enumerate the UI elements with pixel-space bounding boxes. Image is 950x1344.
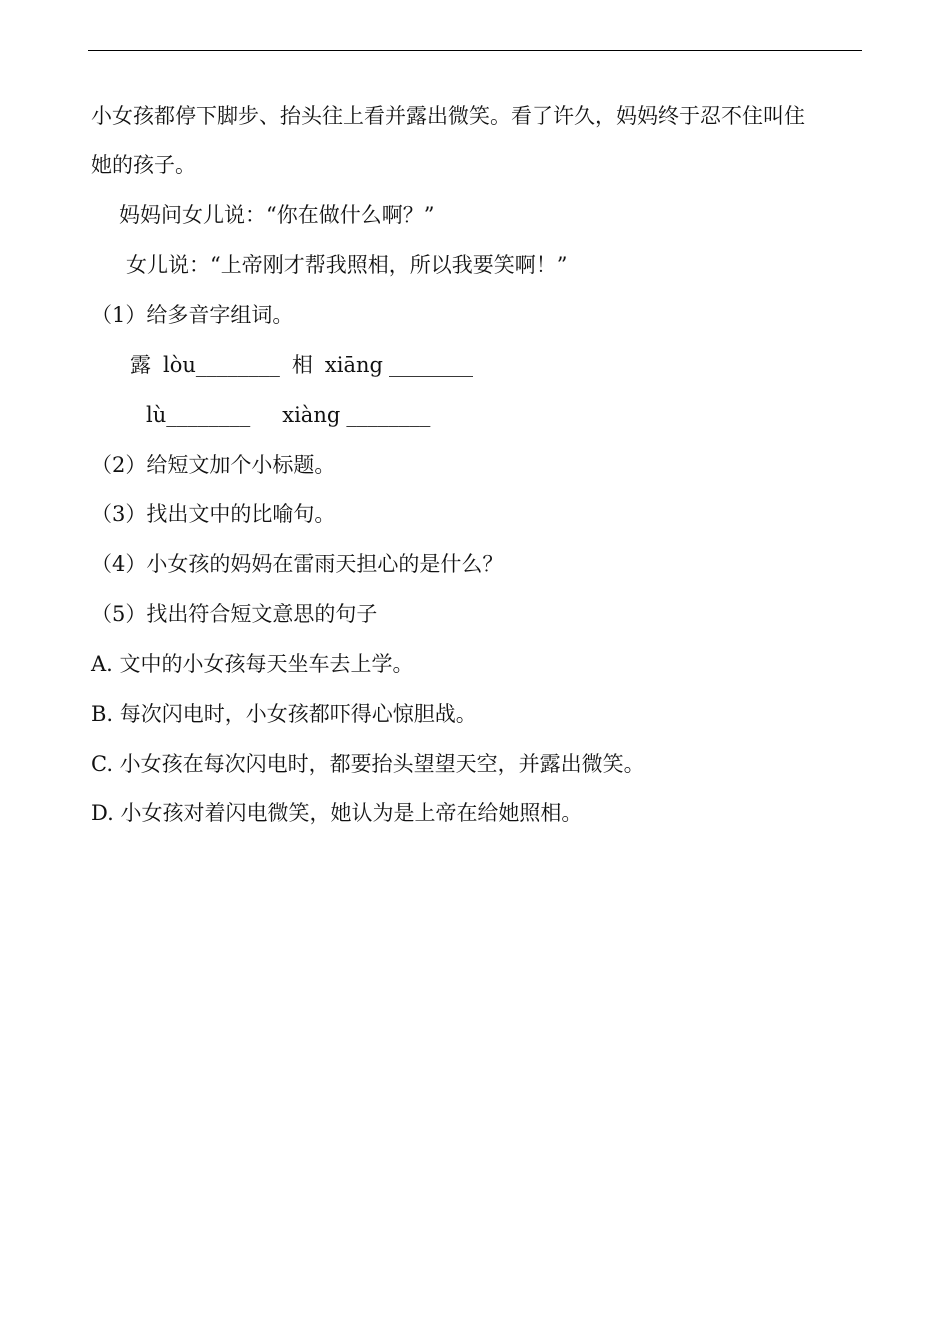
question-2: （2）给短文加个小标题。 (91, 453, 336, 477)
option-b[interactable]: B. 每次闪电时，小女孩都吓得心惊胆战。 (91, 702, 477, 726)
polyphone-char-lu: 露 (130, 353, 151, 377)
pinyin-xiang1: xiāng (324, 353, 383, 377)
pinyin-lu: lù (146, 403, 167, 427)
answer-blank-xiang4[interactable]: ________ (346, 403, 431, 427)
answer-blank-lu[interactable]: ________ (166, 403, 251, 427)
polyphone-row-1 (130, 351, 473, 379)
question-3: （3）找出文中的比喻句。 (91, 502, 336, 526)
passage-line-1: 小女孩都停下脚步、抬头往上看并露出微笑。看了许久，妈妈终于忍不住叫住 (91, 104, 805, 128)
answer-blank-lou[interactable]: ________ (195, 353, 280, 377)
option-c[interactable]: C. 小女孩在每次闪电时，都要抬头望望天空，并露出微笑。 (91, 752, 645, 776)
pinyin-xiang4: xiàng (282, 403, 341, 427)
question-1: （1）给多音字组词。 (91, 303, 294, 327)
polyphone-row-2 (146, 401, 430, 429)
passage-line-4: 女儿说：“上帝刚才帮我照相，所以我要笑啊！” (126, 253, 568, 277)
header-rule (88, 50, 862, 51)
passage-line-3: 妈妈问女儿说：“你在做什么啊？” (119, 203, 435, 227)
passage-line-2: 她的孩子。 (91, 153, 196, 177)
question-5: （5）找出符合短文意思的句子 (91, 602, 378, 626)
question-4: （4）小女孩的妈妈在雷雨天担心的是什么？ (91, 552, 504, 576)
option-a[interactable]: A. 文中的小女孩每天坐车去上学。 (91, 652, 414, 676)
option-d[interactable]: D. 小女孩对着闪电微笑，她认为是上帝在给她照相。 (91, 801, 583, 825)
pinyin-lou: lòu (163, 353, 196, 377)
answer-blank-xiang1[interactable]: ________ (388, 353, 473, 377)
polyphone-char-xiang: 相 (291, 353, 313, 377)
